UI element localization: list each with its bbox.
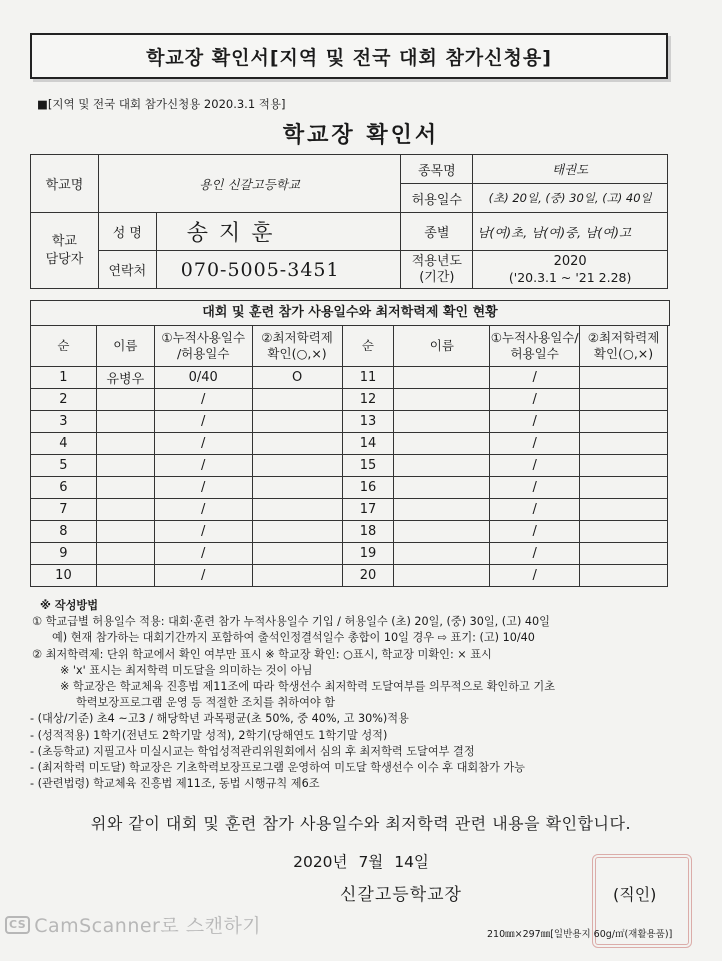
row-name [96,499,154,521]
allowed-days-value: (초) 20일, (중) 30일, (고) 40일 [473,184,668,213]
row-grade-2 [580,543,668,565]
row-no-2: 12 [342,389,394,411]
row-days-2: / [490,389,580,411]
row-grade [252,455,342,477]
row-no-2: 19 [342,543,394,565]
row-grade-2 [580,521,668,543]
row-name [96,521,154,543]
row-name: 유병우 [96,367,154,389]
row-days-2: / [490,499,580,521]
row-name-2 [394,411,490,433]
header-grade: ②최저학력제 확인(○,×) [252,326,342,367]
row-name-2 [394,565,490,587]
note-x-meaning: ※ 'x' 표시는 최저학력 미도달을 의미하는 것이 아님 [60,663,313,677]
row-grade-2 [580,433,668,455]
row-days: / [154,477,252,499]
event-label: 종목명 [401,155,473,184]
row-grade [252,477,342,499]
row-no: 7 [31,499,97,521]
principal-signature: 신갈고등학교장 [340,885,462,905]
criteria-grades: - (성적적용) 1학기(전년도 2학기말 성적), 2학기(당해연도 1학기말 성적) [30,728,388,742]
row-no: 2 [31,389,97,411]
row-no-2: 16 [342,477,394,499]
row-days-2: / [490,521,580,543]
row-name [96,455,154,477]
row-days: / [154,543,252,565]
row-no: 9 [31,543,97,565]
school-label: 학교명 [31,155,99,213]
row-name [96,411,154,433]
table-row [31,565,668,587]
row-days: / [154,521,252,543]
row-no-2: 15 [342,455,394,477]
year-label: 적용년도 (기간) [401,251,473,289]
row-name-2 [394,543,490,565]
table-row [31,477,668,499]
header-no: 순 [31,326,97,367]
table-row [31,543,668,565]
row-grade-2 [580,565,668,587]
row-grade [252,499,342,521]
grid-body [31,367,668,587]
table-row [31,499,668,521]
seal-label: (직인) [613,885,657,904]
row-grade-2 [580,411,668,433]
row-grade [252,389,342,411]
row-no-2: 18 [342,521,394,543]
row-name [96,477,154,499]
row-grade-2 [580,499,668,521]
row-no: 6 [31,477,97,499]
row-days: / [154,411,252,433]
criteria-law: - (관련법령) 학교체육 진흥법 제11조, 동법 시행규칙 제6조 [30,777,320,791]
table-row [31,411,668,433]
camscanner-watermark [5,911,261,938]
criteria-target: - (대상/기준) 초4 ~고3 / 해당학년 과목평균(초 50%, 중 40%, 고 30%)적용 [30,712,409,726]
header-name: 이름 [96,326,154,367]
year-value: 2020 [553,253,587,269]
section-title: 대회 및 훈련 참가 사용일수와 최저학력제 확인 현황 [30,300,670,326]
signature-date: 2020년 7월 14일 [293,853,429,871]
year-cell [473,251,668,289]
row-no-2: 20 [342,565,394,587]
manager-name: 송 지 훈 [156,213,401,251]
header-no-2: 순 [342,326,394,367]
paper-size-note: 210㎜×297㎜[일반용지 60g/㎡(재활용품)] [487,929,673,940]
header-grade-2: ②최저학력제 확인(○,×) [580,326,668,367]
category-value: 남(여)초, 남(여)중, 남(여)고 [473,213,668,251]
note-principal-duty-cont: 학력보장프로그램 운영 등 적절한 조치를 취하여야 함 [76,696,336,710]
row-name [96,389,154,411]
row-no-2: 17 [342,499,394,521]
row-days-2: / [490,543,580,565]
criteria-not-met: - (최저학력 미도달) 학교장은 기초학력보장프로그램 운영하여 미도달 학생선수 이수 후 대회참가 가능 [30,761,525,775]
row-no: 10 [31,565,97,587]
confirmation-statement: 위와 같이 대회 및 훈련 참가 사용일수와 최저학력 관련 내용을 확인합니다. [90,814,632,833]
row-days: / [154,433,252,455]
row-grade [252,411,342,433]
row-days-2: / [490,367,580,389]
row-days: / [154,499,252,521]
event-value: 태권도 [473,155,668,184]
table-row [31,521,668,543]
row-grade-2 [580,367,668,389]
row-name-2 [394,477,490,499]
row-grade-2 [580,455,668,477]
allowed-days-label: 허용일수 [401,184,473,213]
row-grade [252,521,342,543]
row-name-2 [394,389,490,411]
participation-grid [30,325,668,587]
row-grade-2 [580,389,668,411]
table-row [31,433,668,455]
table-row [31,389,668,411]
camscanner-logo-icon: CS [5,916,30,934]
instruction-item-1: ① 학교급별 허용일수 적용: 대회·훈련 참가 누적사용일수 기입 / 허용일수 (초) 20일, (중) 30일, (고) 40일 [32,615,550,629]
row-no: 1 [31,367,97,389]
row-name-2 [394,455,490,477]
table-row [31,367,668,389]
row-no: 8 [31,521,97,543]
row-grade [252,433,342,455]
instruction-item-2: ② 최저학력제: 단위 학교에서 확인 여부만 표시 ※ 학교장 확인: ○표시, 학교장 미확인: × 표시 [32,647,492,661]
row-no: 3 [31,411,97,433]
header-days-2: ①누적사용일수/ 허용일수 [490,326,580,367]
period-value: ('20.3.1 ~ '21 2.28) [508,269,632,285]
row-grade: O [252,367,342,389]
row-name-2 [394,367,490,389]
category-label: 종별 [401,213,473,251]
row-days-2: / [490,411,580,433]
contact-label: 연락처 [98,251,156,289]
table-row [31,455,668,477]
row-days: / [154,565,252,587]
row-no-2: 11 [342,367,394,389]
row-days: / [154,455,252,477]
row-name-2 [394,521,490,543]
instruction-item-1-example: 예) 현재 참가하는 대회기간까지 포함하여 출석인정결석일수 총합이 10일 경우 ⇨ 표기: (고) 10/40 [52,631,535,645]
row-days: / [154,389,252,411]
form-version-note: ■[지역 및 전국 대회 참가신청용 2020.3.1 적용] [37,97,286,111]
row-days-2: / [490,433,580,455]
row-no: 4 [31,433,97,455]
row-name-2 [394,433,490,455]
row-days: 0/40 [154,367,252,389]
row-no: 5 [31,455,97,477]
row-name [96,543,154,565]
row-days-2: / [490,565,580,587]
row-days-2: / [490,455,580,477]
document-title: 학교장 확인서 [282,123,440,148]
row-grade [252,543,342,565]
row-name-2 [394,499,490,521]
row-name [96,565,154,587]
row-days-2: / [490,477,580,499]
writing-instructions [30,598,680,792]
note-principal-duty: ※ 학교장은 학교체육 진흥법 제11조에 따라 학생선수 최저학력 도달여부를 의무적으로 확인하고 기초 [60,680,556,694]
info-table [30,154,668,289]
header-name-2: 이름 [394,326,490,367]
school-name: 용인 신갈고등학교 [98,155,401,213]
row-name [96,433,154,455]
watermark-text: CamScanner로 스캔하기 [34,915,262,937]
row-no-2: 14 [342,433,394,455]
row-grade-2 [580,477,668,499]
contact-value: 070-5005-3451 [156,251,401,289]
name-label: 성 명 [98,213,156,251]
manager-label: 학교 담당자 [31,213,99,289]
criteria-elementary: - (초등학교) 지필고사 미실시교는 학업성적관리위원회에서 심의 후 최저학력 도달여부 결정 [30,744,475,758]
instructions-heading: ※ 작성방법 [40,599,98,612]
banner-title: 학교장 확인서[지역 및 전국 대회 참가신청용] [30,33,668,79]
row-no-2: 13 [342,411,394,433]
row-grade [252,565,342,587]
header-days: ①누적사용일수 /허용일수 [154,326,252,367]
